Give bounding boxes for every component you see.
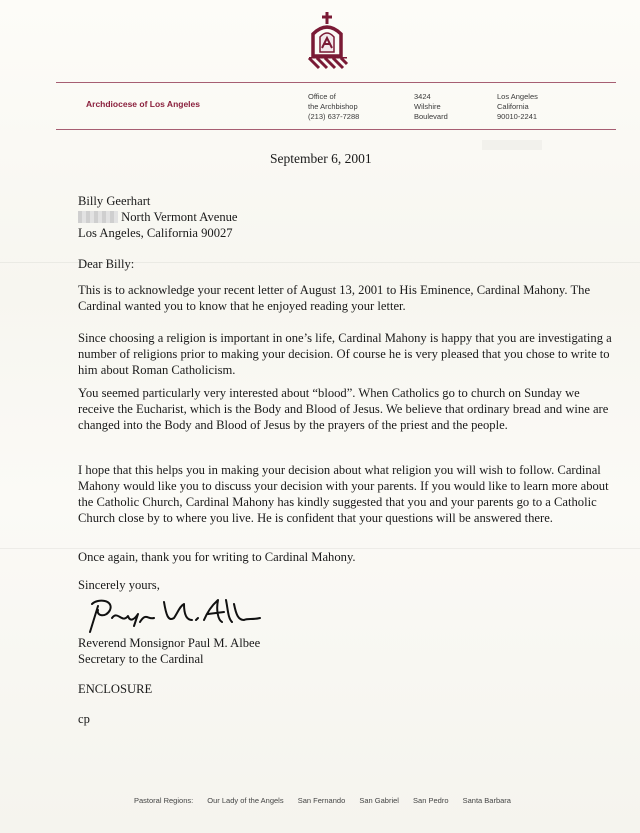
office-line: the Archbishop — [308, 102, 358, 111]
organization-name: Archdiocese of Los Angeles — [86, 99, 200, 109]
office-phone: (213) 637-7288 — [308, 112, 360, 121]
signer-title: Secretary to the Cardinal — [78, 652, 204, 666]
body-paragraph: You seemed particularly very interested about “blood”. When Catholics go to church on Sunday we receive the Eucharist, which is the Body and Blood of Jesus. We believe that ordinary bread and wine are changed into the Body and Blood of Jesus by the prayers of the priest and the people. — [78, 386, 609, 432]
zip-line: 90010-2241 — [497, 112, 538, 121]
signer-name: Reverend Monsignor Paul M. Albee — [78, 636, 261, 650]
body-paragraph: Once again, thank you for writing to Cardinal Mahony. — [78, 550, 356, 564]
body-paragraph: Since choosing a religion is important in one’s life, Cardinal Mahony is happy that you are investigating a number of religions prior to making your decision. Of course he is very pleased that you chose to write to him about Roman Catholicism. — [78, 331, 612, 377]
header-rule-top — [56, 82, 616, 83]
closing: Sincerely yours, — [78, 578, 160, 592]
recipient-city: Los Angeles, California 90027 — [78, 226, 233, 240]
region-name: San Pedro — [413, 796, 449, 805]
salutation: Dear Billy: — [78, 257, 135, 271]
cc-note: cp — [78, 712, 90, 726]
region-name: San Gabriel — [359, 796, 399, 805]
redacted-street-number — [78, 211, 118, 223]
archdiocese-seal-icon — [303, 12, 351, 70]
city-line: Los Angeles — [497, 92, 538, 101]
region-name: Our Lady of the Angels — [207, 796, 284, 805]
recipient-address — [78, 193, 618, 241]
region-name: San Fernando — [297, 796, 346, 805]
street-address — [414, 92, 448, 122]
faint-bleed-through — [482, 140, 542, 150]
recipient-street: North Vermont Avenue — [121, 210, 238, 224]
letter-date: September 6, 2001 — [270, 151, 372, 166]
office-info — [308, 92, 359, 122]
recipient-street-line — [78, 209, 618, 225]
footer-label: Pastoral Regions: — [134, 796, 194, 805]
address-line: 3424 — [414, 92, 431, 101]
body-paragraph: I hope that this helps you in making your decision about what religion you will wish to follow. Cardinal Mahony would like you to discuss your decision with your parents. If you would like to learn more about the Catholic Church, Cardinal Mahony has kindly suggested that you and your parents go to a Catholic Church close by to where you live. He is confident that your questions will be answered there. — [78, 463, 609, 525]
recipient-name: Billy Geerhart — [78, 194, 151, 208]
header-rule-bottom — [56, 129, 616, 130]
office-line: Office of — [308, 92, 336, 101]
city-address — [497, 92, 538, 122]
pastoral-regions-footer — [134, 796, 523, 805]
address-line: Wilshire — [414, 102, 441, 111]
enclosure-note: ENCLOSURE — [78, 682, 153, 696]
body-paragraph: This is to acknowledge your recent letter of August 13, 2001 to His Eminence, Cardinal Mahony. The Cardinal wanted you to know that he enjoyed reading your letter. — [78, 283, 591, 313]
handwritten-signature — [84, 596, 264, 636]
city-line: California — [497, 102, 529, 111]
address-line: Boulevard — [414, 112, 448, 121]
region-name: Santa Barbara — [462, 796, 511, 805]
signature-block — [78, 635, 618, 667]
